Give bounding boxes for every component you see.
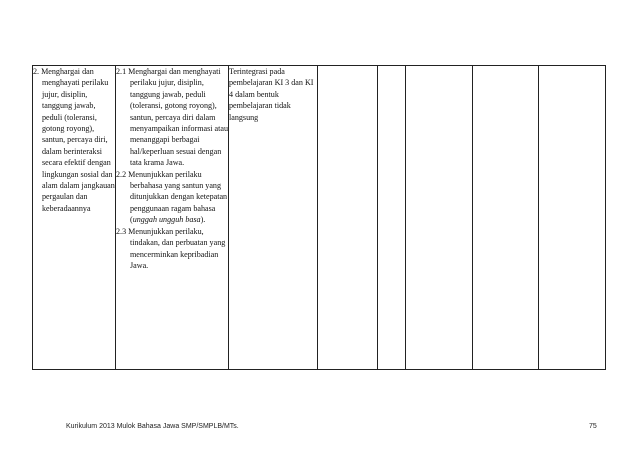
- table-row: [33, 66, 606, 370]
- kd-italic-text: unggah ungguh basa: [132, 215, 201, 225]
- page-number: 75: [589, 423, 597, 430]
- kd-text: Menunjukkan perilaku berbahasa yang santun yang ditunjukkan dengan ketepatan penggunaan ragam bahasa (: [128, 169, 228, 225]
- empty-cell: [318, 66, 378, 370]
- note-text: Terintegrasi pada pembelajaran KI 3 dan KI 4 dalam bentuk pembelajaran tidak langsung: [229, 67, 314, 122]
- ki-cell: [33, 66, 116, 370]
- empty-cell: [539, 66, 606, 370]
- kd-number: 2.1: [116, 67, 127, 76]
- empty-cell: [378, 66, 406, 370]
- ki-text: 2. Menghargai dan menghayati perilaku jujur, disiplin, tanggung jawab, peduli (toleransi, gotong royong), santun, percaya diri, dalam berinteraksi secara efektif dengan lingkungan sosial dan alam dalam jangkauan pergaulan dan keberadaannya: [33, 67, 115, 213]
- kd-item: [116, 169, 228, 226]
- kd-cell: [116, 66, 229, 370]
- empty-cell: [473, 66, 539, 370]
- empty-cell: [406, 66, 473, 370]
- kd-number: 2.2: [116, 169, 127, 179]
- curriculum-table: [32, 65, 606, 370]
- kd-text-end: ).: [200, 215, 206, 225]
- kd-number: 2.3: [116, 226, 127, 236]
- kd-item: [116, 226, 228, 272]
- note-cell: [229, 66, 318, 370]
- kd-text: Menunjukkan perilaku, tindakan, dan perbuatan yang mencerminkan kepribadian Jawa.: [128, 226, 226, 270]
- kd-item: [116, 66, 228, 169]
- footer-text: Kurikulum 2013 Mulok Bahasa Jawa SMP/SMPLB/MTs.: [66, 423, 239, 430]
- kd-text: Menghargai dan menghayati perilaku jujur, disiplin, tanggung jawab, peduli (toleransi, gotong royong), santun, percaya diri dalam menyampaikan informasi atau menanggapi berbagai hal/keperluan sesuai dengan tata krama Jawa.: [128, 67, 228, 168]
